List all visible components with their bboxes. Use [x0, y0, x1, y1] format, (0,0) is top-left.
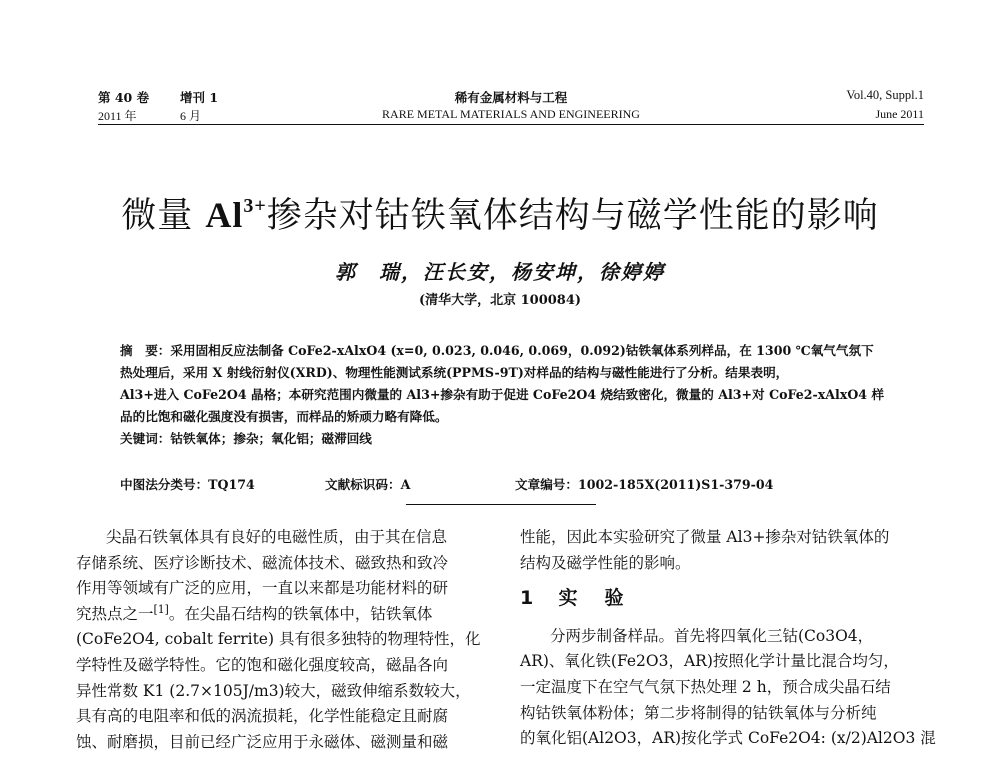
clc-label: 中图法分类号：: [120, 477, 209, 492]
abstract-line-2: 热处理后，采用 X 射线衍射仪(XRD)、物理性能测试系统(PPMS-9T)对样品的结构与磁性能进行了分析。结果表明，: [120, 365, 789, 380]
left-line-8: 具有高的电阻率和低的涡流损耗，化学性能稳定且耐腐: [76, 707, 449, 726]
clc-value: TQ174: [208, 477, 255, 492]
article-number: [515, 474, 773, 493]
left-line-1: 尖晶石铁氧体具有良好的电磁性质，由于其在信息: [106, 528, 448, 546]
title-charge: 3+: [243, 195, 267, 218]
journal-title-cn: 稀有金属材料与工程: [454, 90, 568, 105]
paper-title: [0, 188, 1000, 238]
volume-cn: 第 40 卷: [98, 90, 150, 105]
volume-en: Vol.40, Suppl.1: [846, 88, 924, 102]
left-line-5: (CoFe2O4, cobalt ferrite) 具有很多独特的物理特性，化: [76, 630, 481, 649]
section-title: 实 验: [558, 587, 628, 610]
left-column: [76, 525, 496, 755]
section-heading: [520, 586, 940, 612]
article-value: 1002-185X(2011)S1-379-04: [577, 477, 774, 492]
left-line-6: 学特性及磁学特性。它的饱和磁化强度较高，磁晶各向: [76, 655, 449, 674]
right-line-2: 结构及磁学性能的影响。: [520, 553, 691, 572]
abstract-line-4: 品的比饱和磁化强度没有损害，而样品的矫顽力略有降低。: [120, 409, 448, 424]
title-suffix: 掺杂对钴铁氧体结构与磁学性能的影响: [266, 196, 879, 236]
supplement-cn: 增刊 1: [180, 90, 219, 105]
journal-title-en: RARE METAL MATERIALS AND ENGINEERING: [382, 107, 640, 121]
abstract-line-1: [120, 340, 918, 362]
clc-code: [120, 474, 255, 493]
left-line-3: 作用等领域有广泛的应用，一直以来都是功能材料的研: [76, 579, 449, 598]
authors: 郭 瑞，汪长安，杨安坤，徐婷婷: [335, 260, 665, 284]
left-line-4: [76, 602, 496, 628]
doc-value: A: [400, 477, 411, 492]
month-cn: 6 月: [180, 109, 202, 123]
doc-code: [325, 474, 410, 493]
running-header: [98, 88, 924, 128]
keywords-label: 关键词：: [120, 431, 171, 446]
keywords-text: 钴铁氧体；掺杂；氧化铝；磁滞回线: [170, 431, 372, 446]
title-al: Al: [205, 195, 244, 235]
right-column: [520, 525, 940, 752]
abstract-label: 摘 要：: [120, 343, 171, 358]
affiliation: (清华大学，北京 100084): [418, 293, 582, 308]
abstract-text-1: 采用固相反应法制备 CoFe2-xAlxO4 (x=0, 0.023, 0.046, 0.069，0.092)钴铁氧体系列样品，在 1300 ℃氧气气氛下: [170, 343, 874, 358]
right-line-3: 分两步制备样品。首先将四氧化三钴(Co3O4，: [550, 626, 874, 645]
right-line-5: 一定温度下在空气气氛下热处理 2 h，预合成尖晶石结: [520, 677, 891, 696]
date-en: June 2011: [875, 107, 924, 121]
left-line-9: 蚀、耐磨损，目前已经广泛应用于永磁体、磁测量和磁: [76, 732, 449, 751]
left-line-4a: 究热点之一: [76, 604, 154, 623]
right-line-1: 性能，因此本实验研究了微量 Al3+掺杂对钴铁氧体的: [520, 528, 890, 546]
header-rule: [98, 124, 924, 125]
left-line-2: 存储系统、医疗诊断技术、磁流体技术、磁致热和致冷: [76, 553, 449, 572]
abstract-rule: [406, 504, 596, 505]
year-cn: 2011 年: [98, 109, 137, 123]
left-line-4b: 。在尖晶石结构的铁氧体中，钴铁氧体: [168, 604, 433, 623]
right-line-6: 构钴铁氧体粉体；第二步将制得的钴铁氧体与分析纯: [520, 703, 877, 722]
doc-label: 文献标识码：: [325, 477, 401, 492]
left-line-7: 异性常数 K1 (2.7×105J/m3)较大，磁致伸缩系数较大，: [76, 681, 471, 700]
reference-1[interactable]: [1]: [153, 602, 169, 616]
right-line-4: AR)、氧化铁(Fe2O3，AR)按照化学计量比混合均匀，: [520, 652, 899, 671]
title-prefix: 微量: [121, 196, 206, 236]
keywords: [120, 428, 918, 450]
abstract-line-3: Al3+进入 CoFe2O4 晶格；本研究范围内微量的 Al3+掺杂有助于促进 CoFe2O4 烧结致密化，微量的 Al3+对 CoFe2-xAlxO4 样: [120, 387, 885, 402]
article-label: 文章编号：: [515, 477, 578, 492]
section-number: 1: [520, 587, 538, 610]
right-line-7: 的氧化铝(Al2O3，AR)按化学式 CoFe2O4: (x/2)Al2O3 混: [520, 729, 936, 748]
